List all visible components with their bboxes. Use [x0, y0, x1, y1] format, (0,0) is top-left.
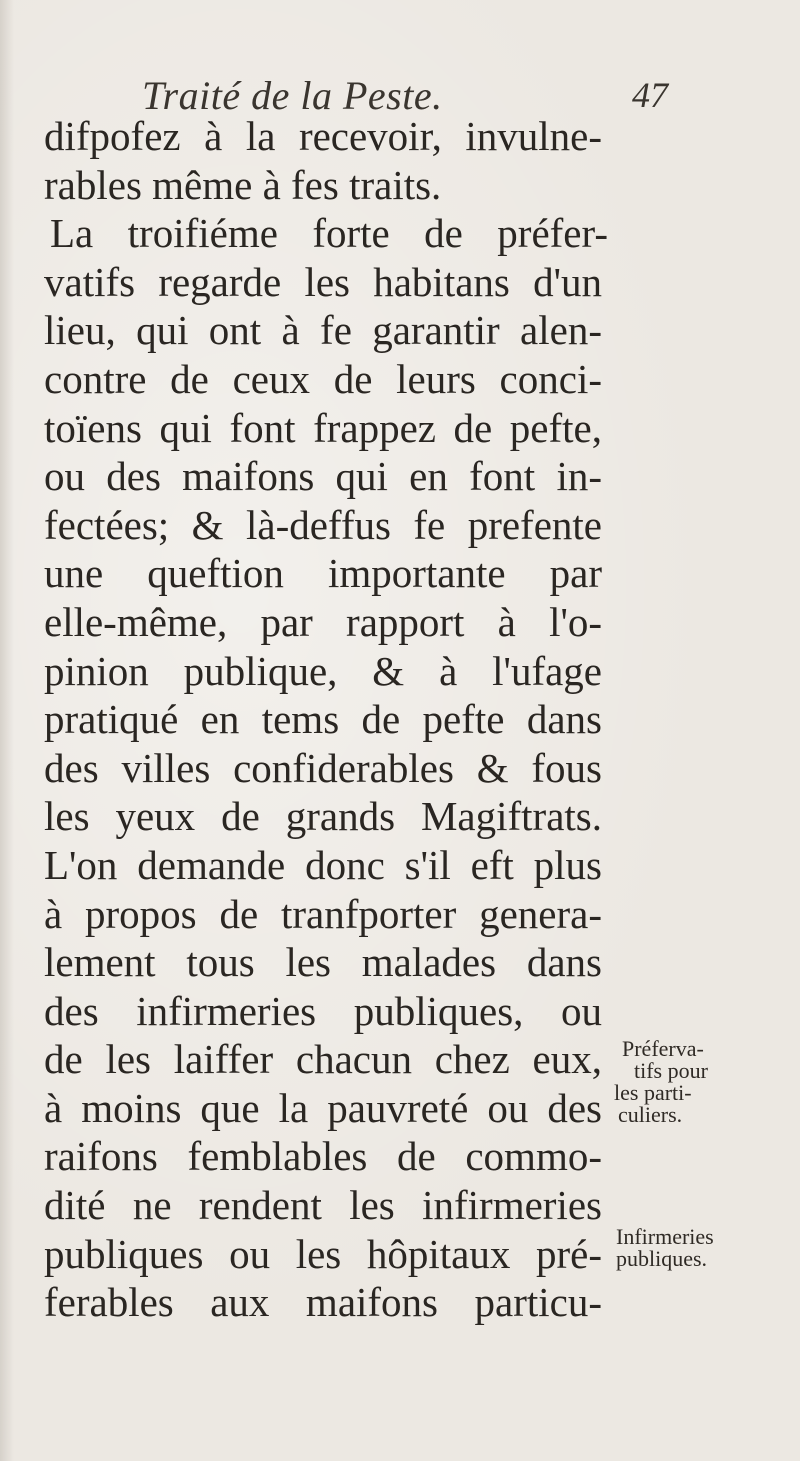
- margin-note-infirmeries: [590, 1226, 790, 1270]
- text-line: lieu, qui ont à fe garantir alen-: [44, 307, 602, 354]
- text-line: à propos de tranfporter genera-: [44, 890, 602, 937]
- text-line: L'on demande donc s'il eft plus: [44, 841, 602, 888]
- text-line: fectées; & là-deffus fe prefente: [44, 501, 602, 548]
- page-edge-shadow: [0, 0, 14, 1461]
- text-line: dité ne rendent les infirmeries: [44, 1182, 602, 1229]
- margin-note-preservatifs: [590, 1038, 790, 1126]
- text-line: rables même à fes traits.: [44, 161, 442, 208]
- text-line: ou des maifons qui en font in-: [44, 453, 602, 500]
- text-line: à moins que la pauvreté ou des: [44, 1084, 602, 1131]
- text-line: des infirmeries publiques, ou: [44, 987, 602, 1034]
- text-line: les yeux de grands Magiftrats.: [44, 793, 602, 840]
- text-line: difpofez à la recevoir, invulne-: [44, 113, 602, 159]
- text-line: lement tous les malades dans: [44, 939, 602, 986]
- margin-note-line: Préferva-: [622, 1036, 704, 1061]
- text-line: pratiqué en tems de pefte dans: [44, 696, 602, 743]
- text-line: une queftion importante par: [44, 550, 602, 597]
- text-line: raifons femblables de commo-: [44, 1133, 602, 1180]
- margin-note-line: culiers.: [618, 1102, 683, 1127]
- text-line: publiques ou les hôpitaux pré-: [44, 1230, 602, 1277]
- running-head: Traité de la Peste.: [142, 73, 443, 118]
- text-line: toïens qui font frappez de pefte,: [44, 404, 602, 451]
- page-number: 47: [632, 75, 668, 115]
- text-line: ferables aux maifons particu-: [44, 1279, 602, 1326]
- margin-note-line: Infirmeries: [616, 1224, 714, 1249]
- text-line: La troifiéme forte de préfer-: [50, 210, 608, 257]
- text-line: des villes confiderables & fous: [44, 744, 602, 791]
- text-line: elle-même, par rapport à l'o-: [44, 598, 602, 645]
- margin-note-line: publiques.: [616, 1246, 708, 1271]
- body-text: [44, 112, 608, 1327]
- margin-note-line: les parti-: [614, 1080, 692, 1105]
- text-line: contre de ceux de leurs conci-: [44, 355, 602, 402]
- margin-note-line: tifs pour: [634, 1058, 708, 1083]
- text-line: pinion publique, & à l'ufage: [44, 647, 602, 694]
- text-line: vatifs regarde les habitans d'un: [44, 258, 602, 305]
- text-line: de les laiffer chacun chez eux,: [44, 1036, 602, 1083]
